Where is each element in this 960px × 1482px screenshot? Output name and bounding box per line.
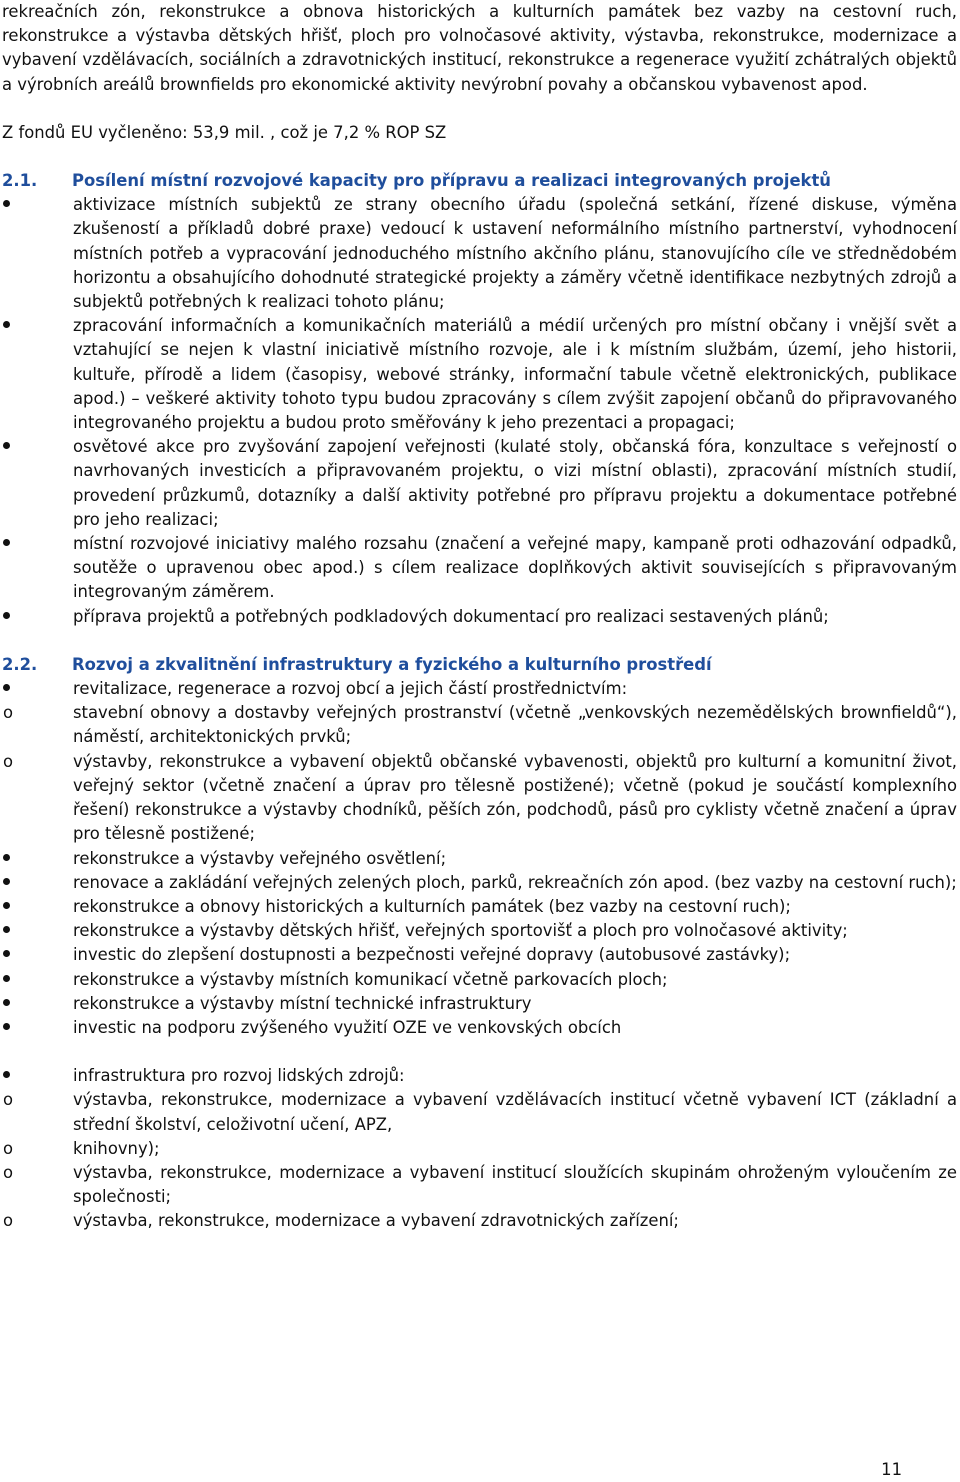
list-item [2,968,957,992]
list-item-text: rekonstrukce a výstavby místní technické infrastruktury [73,993,532,1013]
list-item-text: knihovny); [73,1138,160,1158]
bullet-icon [2,1064,73,1088]
list-item-text: zpracování informačních a komunikačních materiálů a médií určených pro místní občany i vnější svět a vztahující se nejen k vlastní iniciativě místního rozvoje, ale i k místním službám, území, jeho historii, kultuře, přírodě a lidem (časopisy, webové stránky, informační tabule včetně elektronických, publikace apod.) – veškeré aktivity tohoto typu budou zpracovány s cílem zvýšit zapojení občanů do připravovaného integrovaného projektu a budou proto směřovány k jeho prezentaci a propagaci; [73,316,957,433]
list-item [2,943,957,967]
section-title: Rozvoj a zkvalitnění infrastruktury a fyzického a kulturního prostředí [72,654,712,674]
list-item [2,532,957,605]
list-item [2,750,957,847]
bullet-icon [2,677,73,701]
circle-bullet-icon: o [3,751,14,771]
list-item-text: rekonstrukce a výstavby dětských hřišť, veřejných sportovišť a ploch pro volnočasové aktivity; [73,921,848,941]
bullet-icon [2,968,73,992]
list-item-text: rekonstrukce a výstavby veřejného osvětlení; [73,848,447,868]
list-item [2,605,957,629]
spacer [2,1040,957,1064]
list-item-text: renovace a zakládání veřejných zelených ploch, parků, rekreačních zón apod. (bez vazby na cestovní ruch); [73,872,957,892]
list-item-text: výstavba, rekonstrukce, modernizace a vybavení vzdělávacích institucí včetně vybavení ICT (základní a střední školství, celoživotní učení, APZ, [73,1090,957,1134]
bullet-icon [2,605,73,629]
bullet-icon [2,435,73,532]
document-page [2,0,957,1234]
section-title: Posílení místní rozvojové kapacity pro přípravu a realizaci integrovaných projektů [72,171,831,191]
list-item [2,895,957,919]
circle-bullet-icon: o [3,1090,14,1110]
list-item [2,1016,957,1040]
list-item [2,871,957,895]
list-item-text: výstavba, rekonstrukce, modernizace a vybavení zdravotnických zařízení; [73,1211,679,1231]
bullet-icon [2,314,73,435]
circle-bullet-icon: o [3,1138,14,1158]
bullet-icon [2,847,73,871]
list-item [2,919,957,943]
list-item-text: investic na podporu zvýšeného využití OZE ve venkovských obcích [73,1017,622,1037]
intro-paragraph: rekreačních zón, rekonstrukce a obnova historických a kulturních památek bez vazby na cestovní ruch, rekonstrukce a výstavba dětských hřišť, ploch pro volnočasové aktivity, výstavba, rekonstrukce, modernizace a vybavení vzdělávacích, sociálních a zdravotnických institucí, rekonstrukce a regenerace využití zchátralých objektů a výrobních areálů brownfields pro ekonomické aktivity nevýrobní povahy a občanskou vybavenost apod. [2,2,957,94]
page-number: 11 [881,1460,902,1479]
circle-bullet-icon: o [3,703,14,723]
bullet-icon [2,532,73,605]
list-item-text: infrastruktura pro rozvoj lidských zdrojů: [73,1066,405,1086]
list-item-text: výstavba, rekonstrukce, modernizace a vybavení institucí sloužících skupinám ohroženým vyloučením ze společnosti; [73,1162,957,1207]
bullet-icon [2,1016,73,1040]
list-item-text: stavební obnovy a dostavby veřejných prostranství (včetně „venkovských nezemědělských brownfieldů“), náměstí, architektonických prvků; [73,703,957,747]
list-item [2,677,957,701]
section-number: 2.2. [2,654,38,674]
list-item [2,314,957,435]
list-item-text: místní rozvojové iniciativy malého rozsahu (značení a veřejné mapy, kampaně proti odhazování odpadků, soutěže o upravenou obec apod.) s cílem realizace doplňkových aktivit souvisejících s připravovaným integrovaným záměrem. [73,534,957,602]
list-item-text: revitalizace, regenerace a rozvoj obcí a jejich částí prostřednictvím: [73,679,628,699]
list-item [2,847,957,871]
list-item [2,1064,957,1088]
list-item [2,1137,957,1161]
section-2-2-list-a [2,677,957,1040]
section-2-2-list-b [2,1064,957,1233]
list-item [2,701,957,749]
list-item-text: výstavby, rekonstrukce a vybavení objektů občanské vybavenosti, objektů pro kulturní a komunitní život, veřejný sektor (včetně značení a úprav pro tělesně postižené); včetně (pokud je součástí komplexního řešení) rekonstrukce a výstavby chodníků, pěších zón, podchodů, pásů pro cyklisty včetně značení a úprav pro tělesně postižené; [73,751,957,844]
list-item [2,1209,957,1233]
section-number: 2.1. [2,171,38,191]
list-item [2,1161,957,1209]
bullet-icon [2,895,73,919]
bullet-icon [2,943,73,967]
list-item-text: investic do zlepšení dostupnosti a bezpečnosti veřejné dopravy (autobusové zastávky); [73,945,791,965]
circle-bullet-icon: o [3,1162,14,1182]
list-item-text: rekonstrukce a obnovy historických a kulturních památek (bez vazby na cestovní ruch); [73,896,791,916]
section-heading-2-2 [2,653,957,677]
bullet-icon [2,919,73,943]
list-item [2,193,957,314]
list-item [2,435,957,532]
section-2-1-list [2,193,957,629]
bullet-icon [2,871,73,895]
circle-bullet-icon: o [3,1211,14,1231]
list-item-text: rekonstrukce a výstavby místních komunikací včetně parkovacích ploch; [73,969,668,989]
list-item [2,1088,957,1136]
section-heading-2-1 [2,169,957,193]
fund-allocation-line: Z fondů EU vyčleněno: 53,9 mil. , což je 7,2 % ROP SZ [2,122,447,142]
bullet-icon [2,992,73,1016]
list-item-text: aktivizace místních subjektů ze strany obecního úřadu (společná setkání, řízené diskuse, výměna zkušeností a příkladů dobré praxe) vedoucí k ustavení neformálního místního partnerství, vyhodnocení místních potřeb a vypracování jednoduchého místního akčního plánu, stanovujícího cíle ve střednědobém horizontu a obsahujícího dohodnuté strategické projekty a záměry včetně identifikace nezbytných zdrojů a subjektů potřebných k realizaci tohoto plánu; [73,195,957,312]
list-item [2,992,957,1016]
list-item-text: osvětové akce pro zvyšování zapojení veřejnosti (kulaté stoly, občanská fóra, konzultace s veřejností o navrhovaných investicích a připravovaném projektu, o vizi místní oblasti), zpracování místních studií, provedení průzkumů, dotazníky a další aktivity potřebné pro přípravu projektu a dokumentace potřebné pro jeho realizaci; [73,437,957,529]
bullet-icon [2,193,73,314]
list-item-text: příprava projektů a potřebných podkladových dokumentací pro realizaci sestavených plánů; [73,606,829,626]
